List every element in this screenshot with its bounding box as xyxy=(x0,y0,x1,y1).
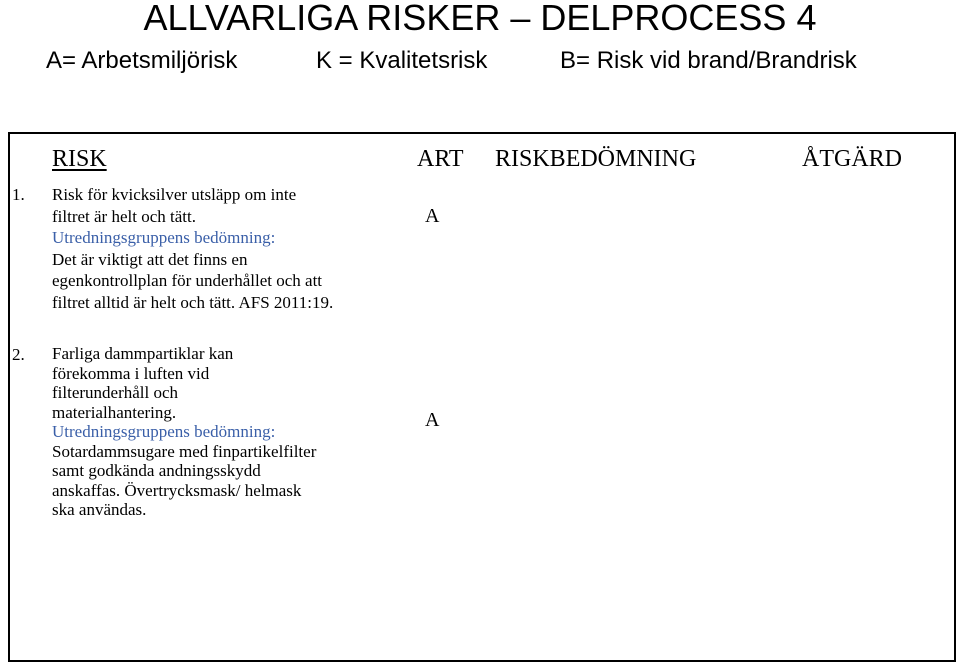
legend-kvalitetsrisk: K = Kvalitetsrisk xyxy=(316,47,488,74)
art-value-row-2: A xyxy=(425,409,440,431)
column-header-atgard: ÅTGÄRD xyxy=(802,146,902,172)
slide-title: ALLVARLIGA RISKER – DELPROCESS 4 xyxy=(143,0,817,38)
risk-row-number: 1. xyxy=(12,185,25,204)
assessment-line: Det är viktigt att det finns en xyxy=(52,249,248,269)
legend-arbetsmiljorisk: A= Arbetsmiljörisk xyxy=(46,47,238,74)
assessment-label: Utredningsgruppens bedömning: xyxy=(52,422,276,441)
risk-description-line: Farliga dammpartiklar kan xyxy=(52,344,234,363)
legend-brandrisk: B= Risk vid brand/Brandrisk xyxy=(560,47,857,74)
column-header-risk: RISK xyxy=(52,146,107,172)
risk-description-line: förekomma i luften vid xyxy=(52,363,210,383)
assessment-line: anskaffas. Övertrycksmask/ helmask xyxy=(52,480,302,500)
column-header-art: ART xyxy=(417,146,464,172)
risk-description-line: Risk för kvicksilver utsläpp om inte xyxy=(52,185,297,204)
assessment-label: Utredningsgruppens bedömning: xyxy=(52,228,276,247)
risk-row-number: 2. xyxy=(12,345,25,364)
risk-description-line: materialhantering. xyxy=(52,402,177,422)
assessment-line: Sotardammsugare med finpartikelfilter xyxy=(52,441,317,461)
risk-description-line: filterunderhåll och xyxy=(52,383,179,402)
risk-legend xyxy=(0,44,960,78)
risk-row-2 xyxy=(12,344,316,520)
assessment-line: ska användas. xyxy=(52,500,147,519)
assessment-line: egenkontrollplan för underhållet och att xyxy=(52,271,323,290)
column-header-riskbedomning: RISKBEDÖMNING xyxy=(495,146,697,172)
art-value-row-1: A xyxy=(425,205,440,227)
risk-description-line: filtret är helt och tätt. xyxy=(52,206,196,226)
assessment-line: samt godkända andningsskydd xyxy=(52,461,261,480)
risk-row-1 xyxy=(12,184,333,313)
assessment-line: filtret alltid är helt och tätt. AFS 2011:19. xyxy=(52,292,334,312)
